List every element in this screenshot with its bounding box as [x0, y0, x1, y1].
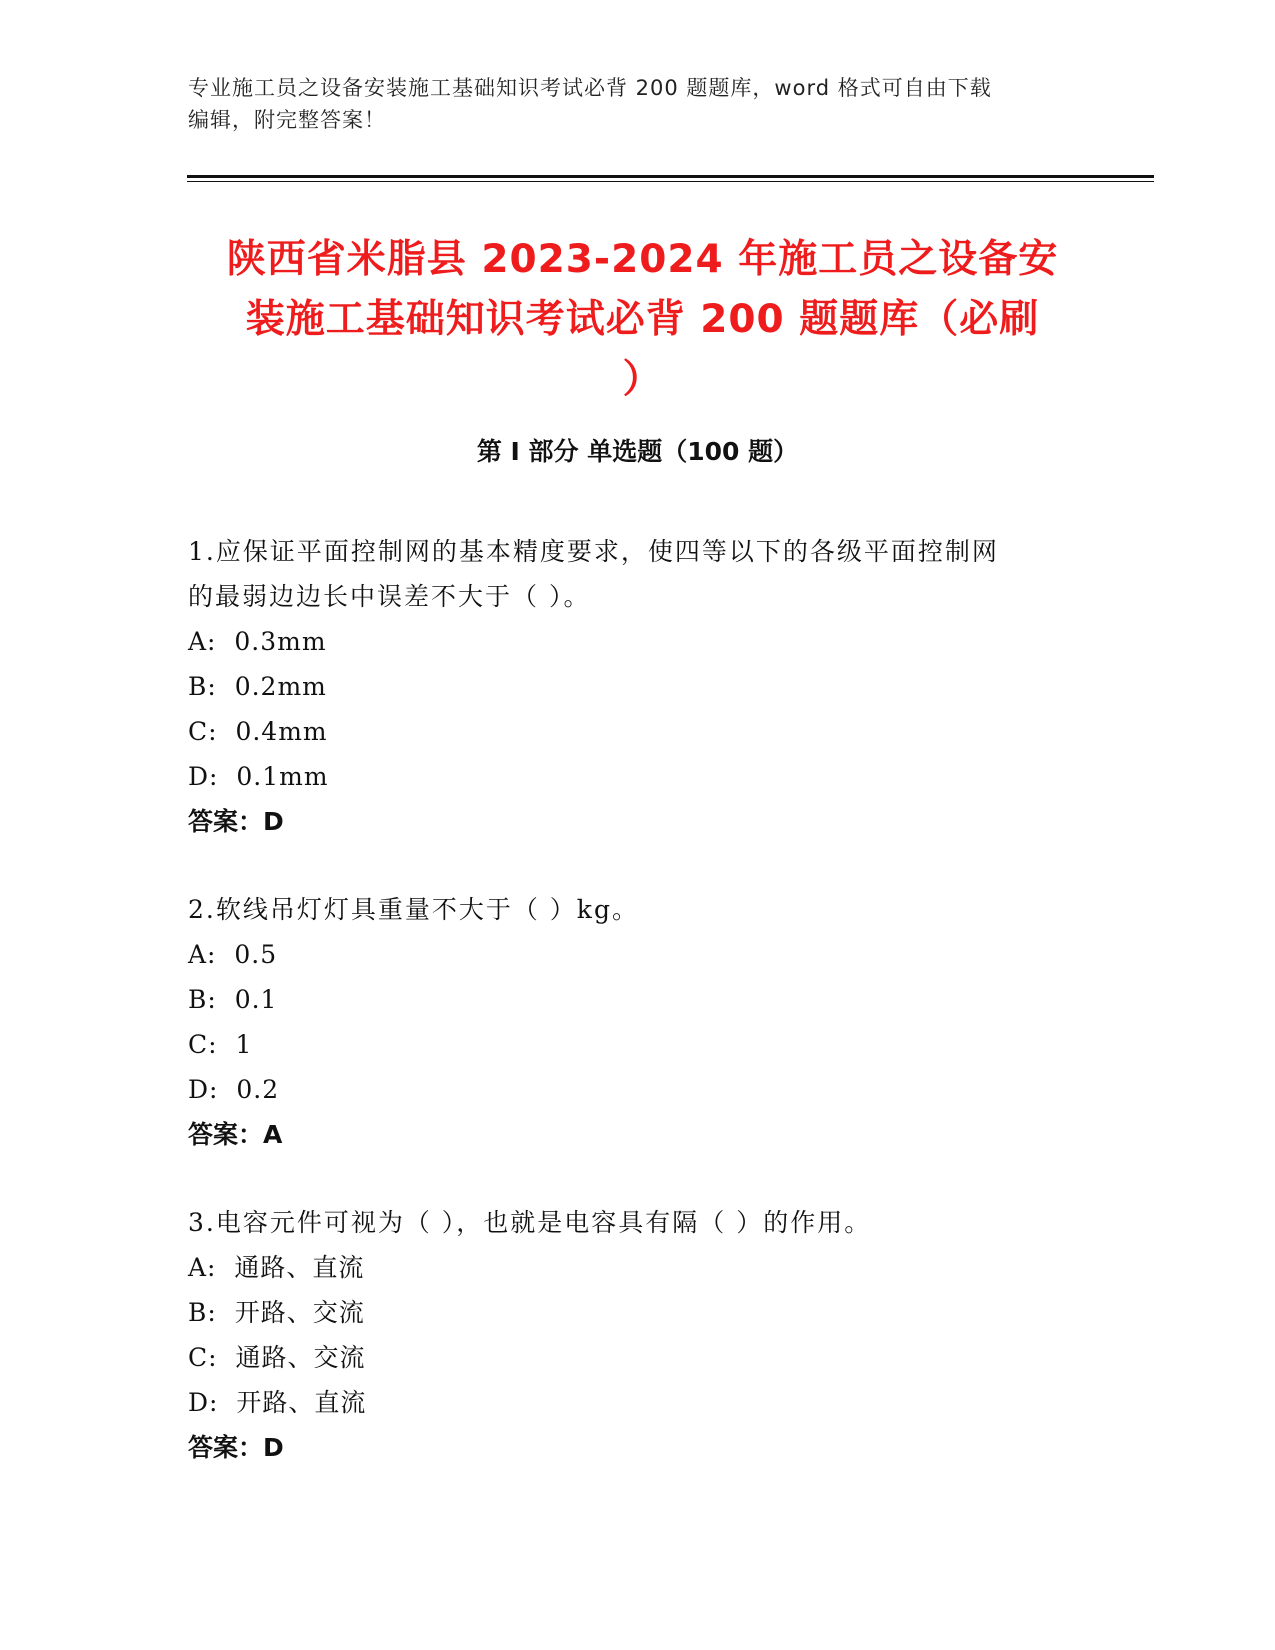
header-note-line-1: 专业施工员之设备安装施工基础知识考试必背 200 题题库，word 格式可自由下载 — [188, 76, 992, 100]
option-d: D: 0.2 — [188, 1075, 280, 1104]
question-stem-line: 3.电容元件可视为（ ），也就是电容具有隔（ ）的作用。 — [188, 1208, 872, 1237]
section-title: 第 I 部分 单选题（100 题） — [476, 437, 799, 466]
document-title-line-1: 陕西省米脂县 2023-2024 年施工员之设备安 — [226, 237, 1059, 282]
option-a: A: 0.5 — [188, 940, 278, 969]
question-stem — [188, 1200, 1088, 1245]
option-c: C: 通路、交流 — [188, 1343, 366, 1372]
option-c: C: 0.4mm — [188, 717, 328, 746]
question-list — [188, 529, 1088, 1513]
option-b: B: 0.1 — [188, 985, 278, 1014]
option-a: A: 0.3mm — [188, 627, 327, 656]
answer: 答案：A — [188, 1120, 283, 1149]
question-stem — [188, 887, 1088, 932]
option-a: A: 通路、直流 — [188, 1253, 365, 1282]
question-stem — [188, 529, 1088, 619]
document-title-line-2: 装施工基础知识考试必背 200 题题库（必刷 — [245, 297, 1040, 342]
header-divider-thin — [187, 181, 1154, 182]
question-1 — [188, 529, 1088, 845]
question-2 — [188, 887, 1088, 1158]
question-stem-line: 1.应保证平面控制网的基本精度要求，使四等以下的各级平面控制网 — [188, 537, 999, 566]
option-b: B: 开路、交流 — [188, 1298, 365, 1327]
option-d: D: 0.1mm — [188, 762, 329, 791]
document-title — [190, 230, 1095, 410]
document-title-line-3: ） — [622, 357, 663, 402]
question-stem-line: 2.软线吊灯灯具重量不大于（ ）kg。 — [188, 895, 639, 924]
answer: 答案：D — [188, 1433, 284, 1462]
header-divider-thick — [187, 175, 1154, 178]
option-d: D: 开路、直流 — [188, 1388, 367, 1417]
option-b: B: 0.2mm — [188, 672, 327, 701]
question-3 — [188, 1200, 1088, 1471]
answer: 答案：D — [188, 807, 284, 836]
option-c: C: 1 — [188, 1030, 253, 1059]
header-note-line-2: 编辑，附完整答案！ — [188, 108, 386, 132]
header-note — [188, 72, 1088, 136]
question-stem-line: 的最弱边边长中误差不大于（ ）。 — [188, 582, 591, 611]
